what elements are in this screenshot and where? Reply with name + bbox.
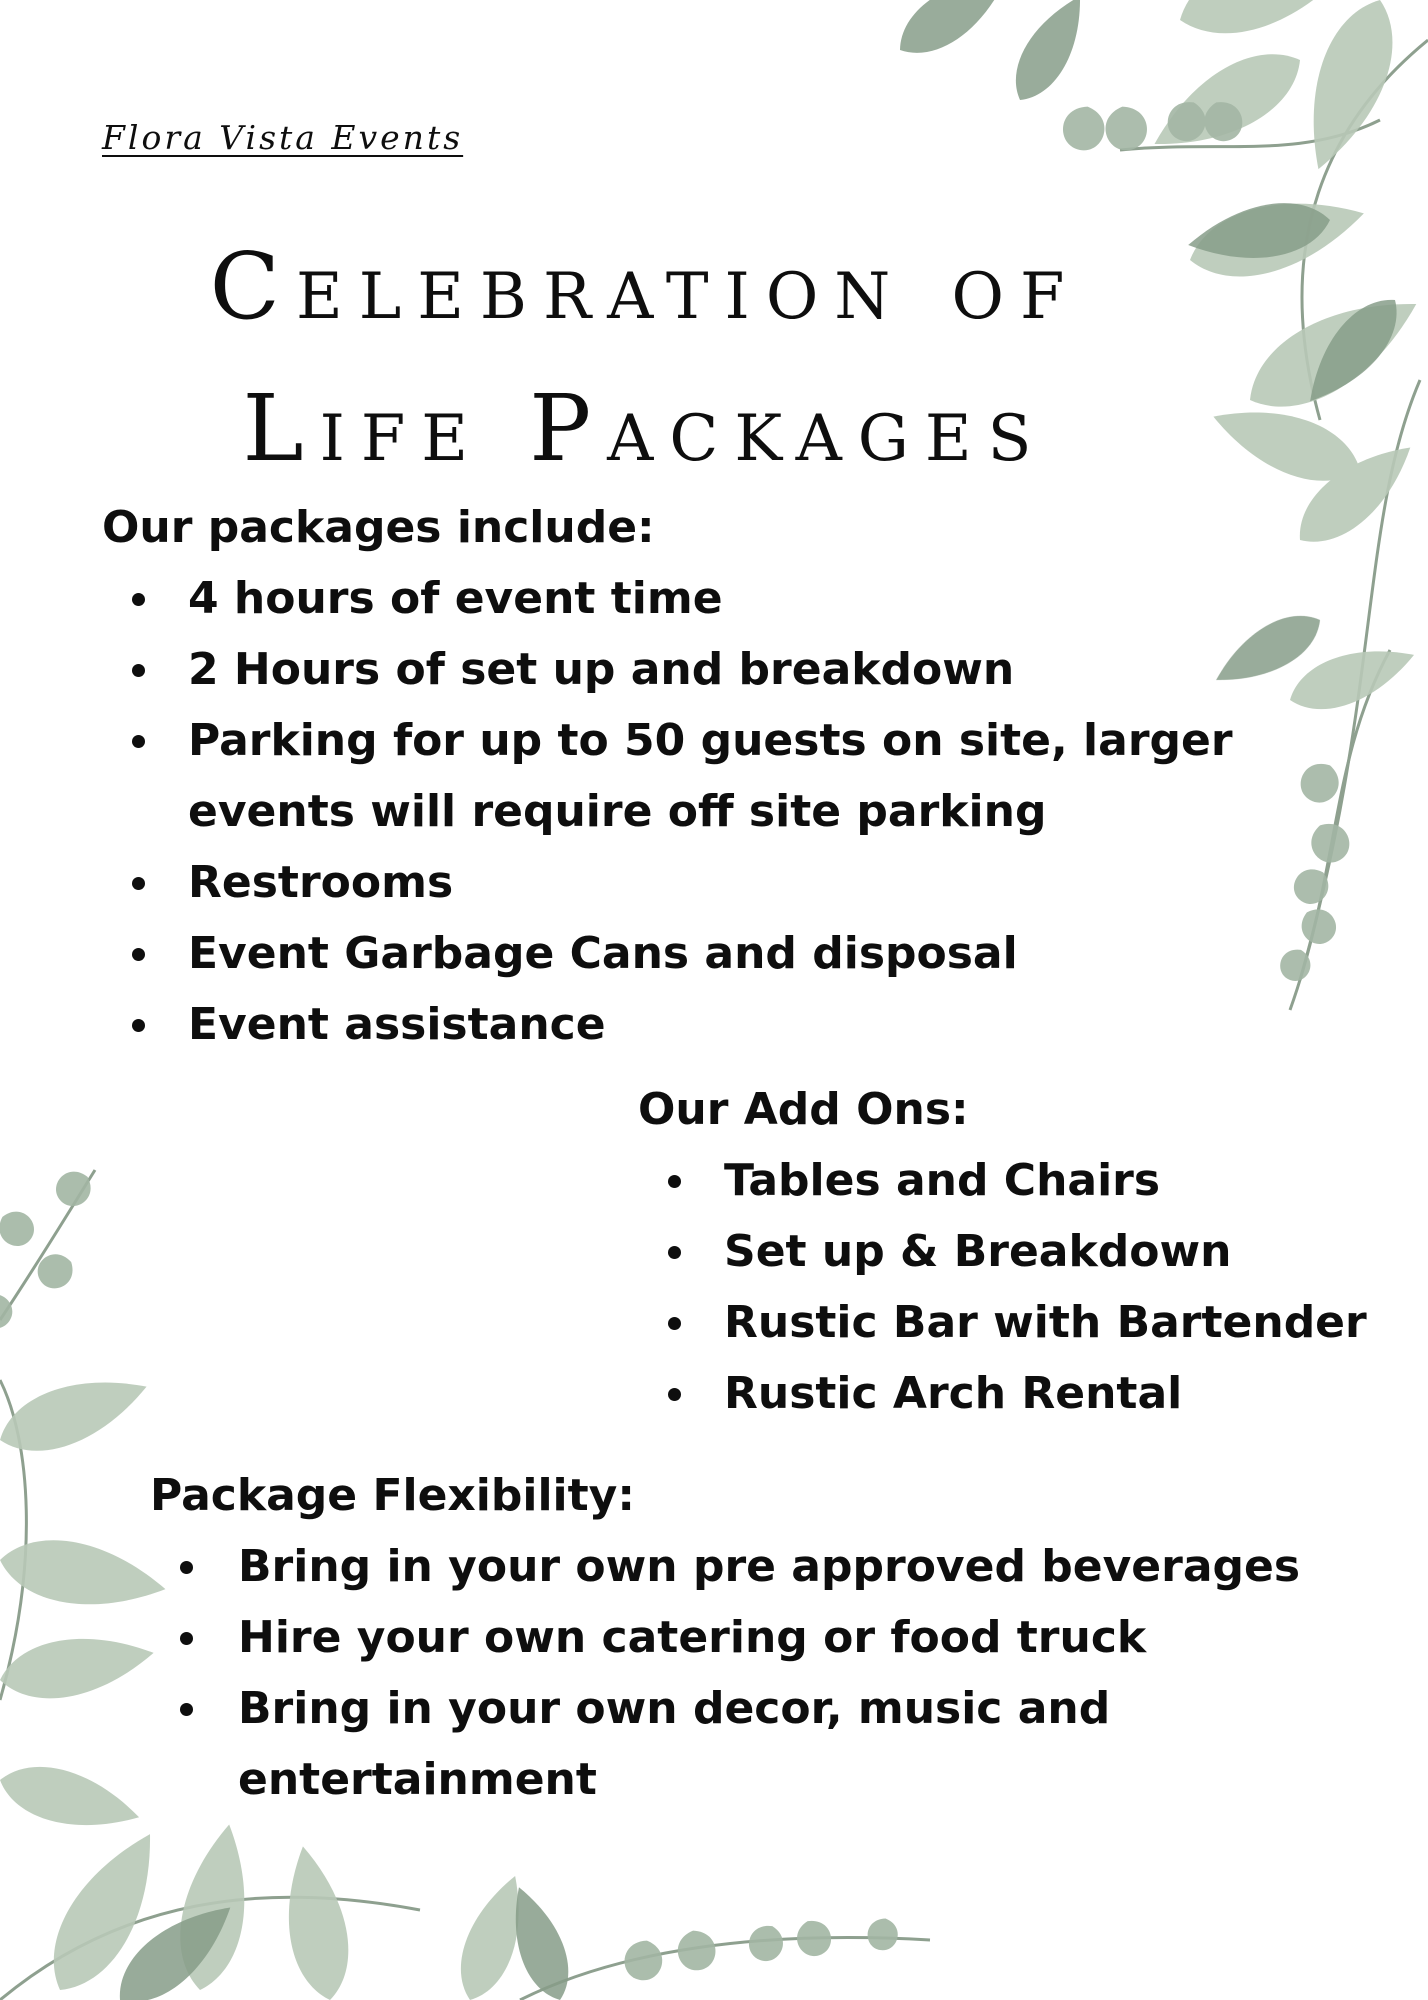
list-item: Bring in your own pre approved beverages: [150, 1531, 1380, 1602]
list-item: 2 Hours of set up and breakdown: [102, 634, 1282, 705]
bullet-icon: [132, 1019, 145, 1032]
list-item: Restrooms: [102, 847, 1282, 918]
add-ons-list: [638, 1145, 1398, 1429]
bullet-icon: [668, 1175, 681, 1188]
list-item: Bring in your own decor, music and entertainment: [150, 1673, 1380, 1815]
packages-include-heading: Our packages include:: [102, 502, 655, 553]
list-item: 4 hours of event time: [102, 563, 1282, 634]
left-leaf-cluster: [0, 1164, 171, 1843]
list-item: Event assistance: [102, 989, 1282, 1060]
page-title-line-1: Celebration of: [209, 233, 1081, 340]
add-ons-section: [638, 1074, 1398, 1429]
bullet-icon: [180, 1703, 193, 1716]
packages-include-section: [102, 492, 1282, 1060]
list-item: Tables and Chairs: [638, 1145, 1398, 1216]
package-flexibility-section: [150, 1460, 1380, 1815]
bullet-icon: [132, 664, 145, 677]
bullet-icon: [180, 1632, 193, 1645]
package-flexibility-list: [150, 1531, 1380, 1815]
bullet-icon: [668, 1246, 681, 1259]
packages-include-list: [102, 563, 1282, 1060]
bullet-icon: [180, 1561, 193, 1574]
add-ons-heading: Our Add Ons:: [638, 1084, 969, 1135]
list-item: Set up & Breakdown: [638, 1216, 1398, 1287]
list-item: Hire your own catering or food truck: [150, 1602, 1380, 1673]
bullet-icon: [132, 948, 145, 961]
list-item: Parking for up to 50 guests on site, larger events will require off site parking: [102, 705, 1282, 847]
bottom-leaf-cluster: [0, 1818, 930, 2000]
bullet-icon: [668, 1317, 681, 1330]
bullet-icon: [668, 1388, 681, 1401]
package-flexibility-heading: Package Flexibility:: [150, 1470, 635, 1521]
brand-name: Flora Vista Events: [102, 118, 464, 157]
bullet-icon: [132, 735, 145, 748]
list-item: Rustic Bar with Bartender: [638, 1287, 1398, 1358]
page-title: [100, 216, 1190, 500]
page-title-line-2: Life Packages: [242, 375, 1048, 482]
bullet-icon: [132, 877, 145, 890]
list-item: Event Garbage Cans and disposal: [102, 918, 1282, 989]
list-item: Rustic Arch Rental: [638, 1358, 1398, 1429]
bullet-icon: [132, 593, 145, 606]
